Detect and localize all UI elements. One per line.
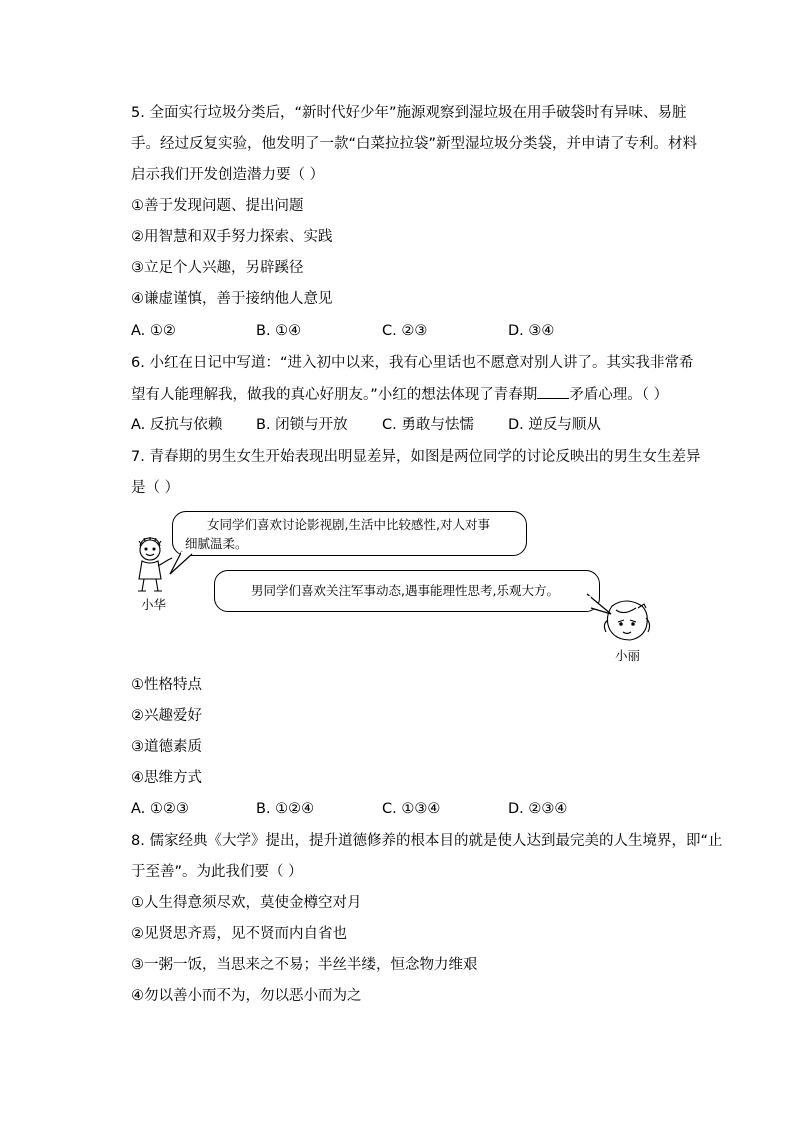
q8-stem-line-1: 8. 儒家经典《大学》提出，提升道德修养的根本目的就是使人达到最完美的人生境界，即“止 <box>131 833 723 849</box>
q6-stem-part-a: 望有人能理解我，做我的真心好朋友。”小红的想法体现了青春期 <box>131 387 538 403</box>
q6-answer-blank <box>537 384 569 399</box>
name-label-boy: 小华 <box>141 597 167 612</box>
q8-stem-line-2: 于至善”。为此我们要（ ） <box>131 864 303 880</box>
q7-option-a: A. ①②③ <box>131 801 189 817</box>
bubble-girl-text: 男同学们喜欢关注军事动态,遇事能理性思考,乐观大方。 <box>251 583 559 598</box>
bubble-boy-tail <box>164 550 194 580</box>
q6-option-b: B. 闭锁与开放 <box>256 417 348 433</box>
speech-bubble-girl <box>214 570 600 612</box>
speech-bubble-boy <box>172 511 527 556</box>
q5-option-c: C. ②③ <box>382 323 428 339</box>
q6-stem-line-2 <box>131 384 668 405</box>
q7-item-1: ①性格特点 <box>131 677 202 693</box>
q5-item-1: ①善于发现问题、提出问题 <box>131 198 304 214</box>
q7-option-c: C. ①③④ <box>382 801 441 817</box>
q8-item-4: ④勿以善小而不为，勿以恶小而为之 <box>131 988 362 1004</box>
q5-stem-line-3: 启示我们开发创造潜力要（ ） <box>131 167 325 183</box>
q6-stem-part-b: 矛盾心理。（ ） <box>569 387 669 403</box>
q7-stem-line-2: 是（ ） <box>131 480 180 496</box>
q6-option-c: C. 勇敢与怯懦 <box>382 417 474 433</box>
q8-item-1: ①人生得意须尽欢，莫使金樽空对月 <box>131 895 362 911</box>
q7-item-2: ②兴趣爱好 <box>131 708 202 724</box>
q5-stem-line-1: 5. 全面实行垃圾分类后，“新时代好少年”施源观察到湿垃圾在用手破袋时有异味、易脏 <box>131 105 687 121</box>
q8-item-2: ②见贤思齐焉，见不贤而内自省也 <box>131 926 347 942</box>
q7-option-d: D. ②③④ <box>508 801 568 817</box>
q6-stem-line-1: 6. 小红在日记中写道：“进入初中以来，我有心里话也不愿意对别人讲了。其实我非常希 <box>131 355 694 371</box>
q7-option-b: B. ①②④ <box>256 801 315 817</box>
q5-option-d: D. ③④ <box>508 323 555 339</box>
q6-option-a: A. 反抗与依赖 <box>131 417 223 433</box>
q5-option-a: A. ①② <box>131 323 176 339</box>
q8-item-3: ③一粥一饭，当思来之不易；半丝半缕，恒念物力维艰 <box>131 957 478 973</box>
q7-stem-line-1: 7. 青春期的男生女生开始表现出明显差异，如图是两位同学的讨论反映出的男生女生差异 <box>131 449 701 465</box>
name-label-girl: 小丽 <box>615 648 641 663</box>
q6-option-d: D. 逆反与顺从 <box>508 417 601 433</box>
q7-item-3: ③道德素质 <box>131 739 202 755</box>
bubble-boy-line-2: 细腻温柔。 <box>185 536 248 551</box>
q5-item-3: ③立足个人兴趣，另辟蹊径 <box>131 260 304 276</box>
q5-option-b: B. ①④ <box>256 323 302 339</box>
q5-stem-line-2: 手。经过反复实验，他发明了一款“白菜拉拉袋”新型湿垃圾分类袋，并申请了专利。材料 <box>131 136 698 152</box>
girl-figure-illustration <box>598 600 654 644</box>
q5-item-2: ②用智慧和双手努力探索、实践 <box>131 229 333 245</box>
q7-item-4: ④思维方式 <box>131 770 202 786</box>
bubble-boy-line-1: 女同学们喜欢讨论影视剧,生活中比较感性,对人对事 <box>207 517 490 532</box>
q5-item-4: ④谦虚谨慎，善于接纳他人意见 <box>131 291 333 307</box>
